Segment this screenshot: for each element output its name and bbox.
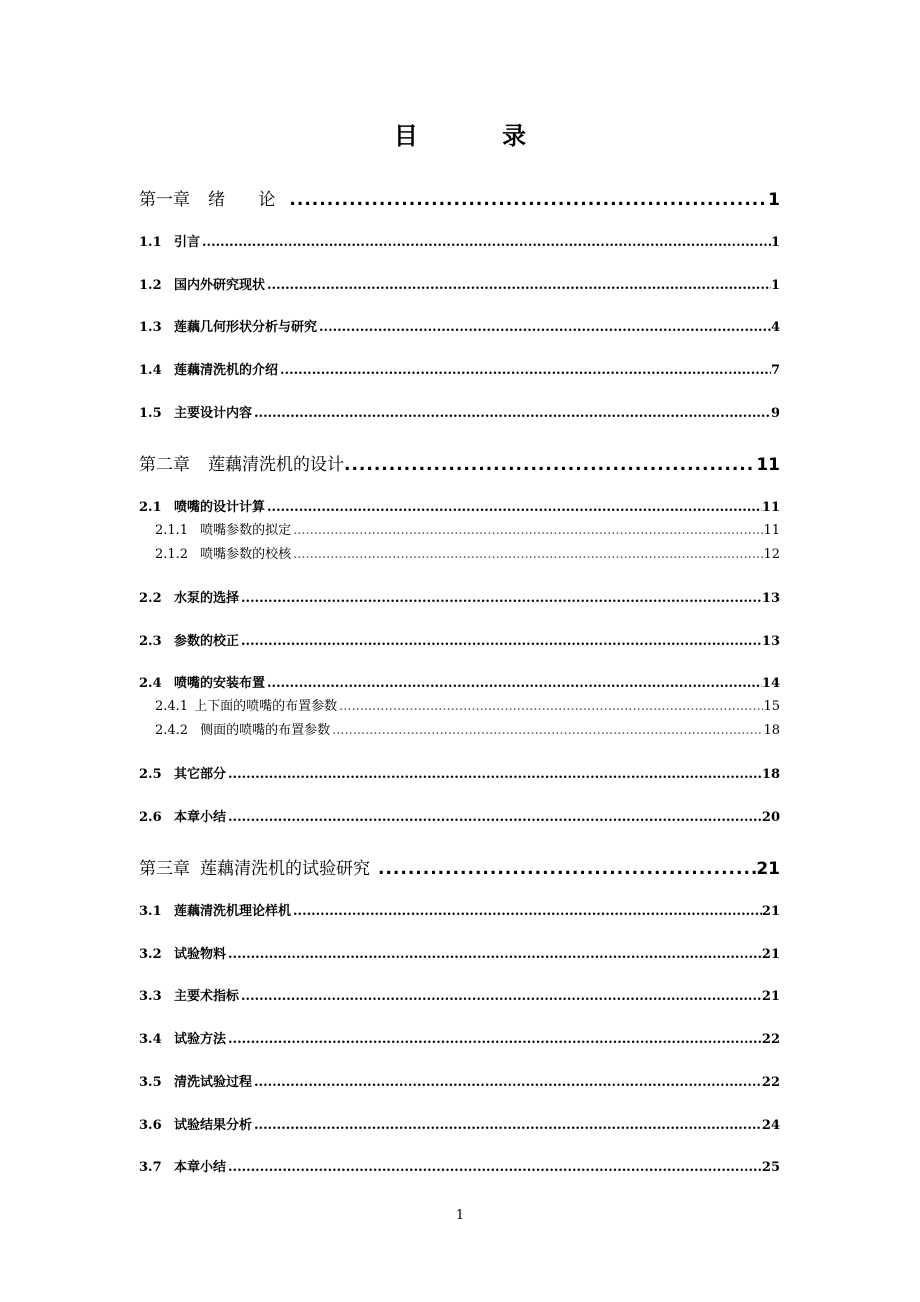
toc-title: 喷嘴的安装布置 (174, 676, 266, 691)
dot-leader (267, 499, 762, 517)
toc-page: 21 (756, 859, 780, 879)
toc-page: 1 (770, 235, 780, 250)
toc-page: 21 (761, 904, 780, 919)
toc-page: 7 (770, 363, 780, 378)
toc-number: 2.3 (139, 634, 162, 649)
table-of-contents (139, 0, 780, 1302)
toc-title: 清洗试验过程 (174, 1075, 253, 1090)
dot-leader (228, 766, 762, 784)
dot-leader (378, 858, 756, 880)
toc-title: 喷嘴参数的校核 (200, 547, 292, 562)
dot-leader (293, 903, 762, 921)
toc-page: 22 (761, 1032, 780, 1047)
toc-number: 1.4 (139, 363, 162, 378)
toc-subsection-2-1-2[interactable] (155, 546, 780, 564)
toc-title: 引言 (174, 235, 201, 250)
toc-section-3-4[interactable] (139, 1031, 780, 1049)
toc-title: 上下面的喷嘴的布置参数 (194, 699, 338, 714)
toc-title: 莲藕清洗机的试验研究 (200, 859, 370, 879)
dot-leader (254, 1117, 762, 1135)
toc-section-3-3[interactable] (139, 988, 780, 1006)
toc-page: 20 (761, 810, 780, 825)
toc-page: 11 (763, 523, 780, 538)
toc-section-2-1[interactable] (139, 499, 780, 517)
toc-number: 2.2 (139, 591, 162, 606)
toc-title: 莲藕几何形状分析与研究 (174, 320, 318, 335)
toc-page: 21 (761, 947, 780, 962)
toc-page: 1 (768, 190, 780, 210)
toc-number: 2.1.1 (155, 523, 189, 538)
toc-number: 2.4.2 (155, 723, 189, 738)
toc-page: 12 (763, 547, 780, 562)
toc-section-2-3[interactable] (139, 633, 780, 651)
dot-leader (289, 189, 768, 211)
toc-title: 绪 论 (208, 190, 290, 210)
toc-page: 18 (761, 767, 780, 782)
toc-number: 2.6 (139, 810, 162, 825)
toc-title: 莲藕清洗机的介绍 (174, 363, 279, 378)
toc-subsection-2-1-1[interactable] (155, 522, 780, 540)
toc-chapter-3[interactable] (139, 858, 780, 880)
toc-section-1-2[interactable] (139, 277, 780, 295)
toc-number: 1.1 (139, 235, 162, 250)
toc-chapter-2[interactable] (139, 454, 780, 476)
toc-page: 13 (761, 634, 780, 649)
toc-page: 11 (756, 455, 780, 475)
toc-number: 3.5 (139, 1075, 162, 1090)
toc-page: 4 (770, 320, 780, 335)
toc-number: 第二章 (139, 455, 190, 475)
toc-section-3-7[interactable] (139, 1159, 780, 1177)
toc-section-2-6[interactable] (139, 809, 780, 827)
toc-subsection-2-4-1[interactable] (155, 698, 780, 716)
toc-page: 15 (763, 699, 780, 714)
toc-title: 侧面的喷嘴的布置参数 (200, 723, 331, 738)
toc-section-1-5[interactable] (139, 405, 780, 423)
toc-title: 主要术指标 (174, 989, 240, 1004)
toc-number: 3.1 (139, 904, 162, 919)
toc-number: 1.5 (139, 406, 162, 421)
toc-subsection-2-4-2[interactable] (155, 722, 780, 740)
toc-section-1-4[interactable] (139, 362, 780, 380)
toc-chapter-1[interactable] (139, 189, 780, 211)
toc-page: 14 (761, 676, 780, 691)
dot-leader (267, 675, 762, 693)
toc-number: 3.2 (139, 947, 162, 962)
dot-leader (254, 1074, 762, 1092)
toc-number: 1.3 (139, 320, 162, 335)
dot-leader (241, 633, 762, 651)
dot-leader (293, 546, 763, 564)
toc-section-2-2[interactable] (139, 590, 780, 608)
toc-page: 24 (761, 1118, 780, 1133)
toc-title: 喷嘴参数的拟定 (200, 523, 292, 538)
toc-title: 水泵的选择 (174, 591, 240, 606)
toc-number: 2.1.2 (155, 547, 189, 562)
toc-number: 2.4.1 (155, 699, 189, 714)
toc-number: 3.3 (139, 989, 162, 1004)
toc-title: 本章小结 (174, 1160, 227, 1175)
toc-section-3-1[interactable] (139, 903, 780, 921)
toc-section-3-6[interactable] (139, 1117, 780, 1135)
toc-title: 其它部分 (174, 767, 227, 782)
toc-title: 主要设计内容 (174, 406, 253, 421)
toc-number: 第三章 (139, 859, 190, 879)
toc-section-2-4[interactable] (139, 675, 780, 693)
toc-title: 试验方法 (174, 1032, 227, 1047)
toc-title: 莲藕清洗机的设计 (208, 455, 344, 475)
toc-section-3-5[interactable] (139, 1074, 780, 1092)
dot-leader (293, 522, 763, 540)
toc-page: 18 (763, 723, 780, 738)
toc-title: 试验结果分析 (174, 1118, 253, 1133)
dot-leader (332, 722, 763, 740)
dot-leader (319, 319, 771, 337)
toc-page: 22 (761, 1075, 780, 1090)
toc-section-1-1[interactable] (139, 234, 780, 252)
toc-page: 11 (761, 500, 780, 515)
dot-leader (339, 698, 763, 716)
dot-leader (228, 1031, 762, 1049)
toc-number: 2.4 (139, 676, 162, 691)
dot-leader (241, 590, 762, 608)
dot-leader (202, 234, 771, 252)
toc-number: 第一章 (139, 190, 190, 210)
dot-leader (344, 454, 756, 476)
dot-leader (280, 362, 771, 380)
toc-section-2-5[interactable] (139, 766, 780, 784)
toc-title: 国内外研究现状 (174, 278, 266, 293)
toc-section-3-2[interactable] (139, 946, 780, 964)
toc-page: 21 (761, 989, 780, 1004)
page-number: 1 (455, 1208, 465, 1223)
toc-title: 试验物料 (174, 947, 227, 962)
toc-number: 2.1 (139, 500, 162, 515)
toc-page: 1 (770, 278, 780, 293)
dot-leader (228, 946, 762, 964)
toc-title: 喷嘴的设计计算 (174, 500, 266, 515)
toc-number: 1.2 (139, 278, 162, 293)
toc-page: 25 (761, 1160, 780, 1175)
dot-leader (228, 809, 762, 827)
toc-number: 2.5 (139, 767, 162, 782)
toc-number: 3.6 (139, 1118, 162, 1133)
toc-number: 3.7 (139, 1160, 162, 1175)
toc-number: 3.4 (139, 1032, 162, 1047)
toc-title: 本章小结 (174, 810, 227, 825)
toc-title: 参数的校正 (174, 634, 240, 649)
dot-leader (267, 277, 771, 295)
toc-page: 13 (761, 591, 780, 606)
page-title: 目 录 (393, 122, 565, 150)
dot-leader (241, 988, 762, 1006)
dot-leader (228, 1159, 762, 1177)
toc-page: 9 (770, 406, 780, 421)
toc-section-1-3[interactable] (139, 319, 780, 337)
dot-leader (254, 405, 771, 423)
toc-title: 莲藕清洗机理论样机 (174, 904, 292, 919)
